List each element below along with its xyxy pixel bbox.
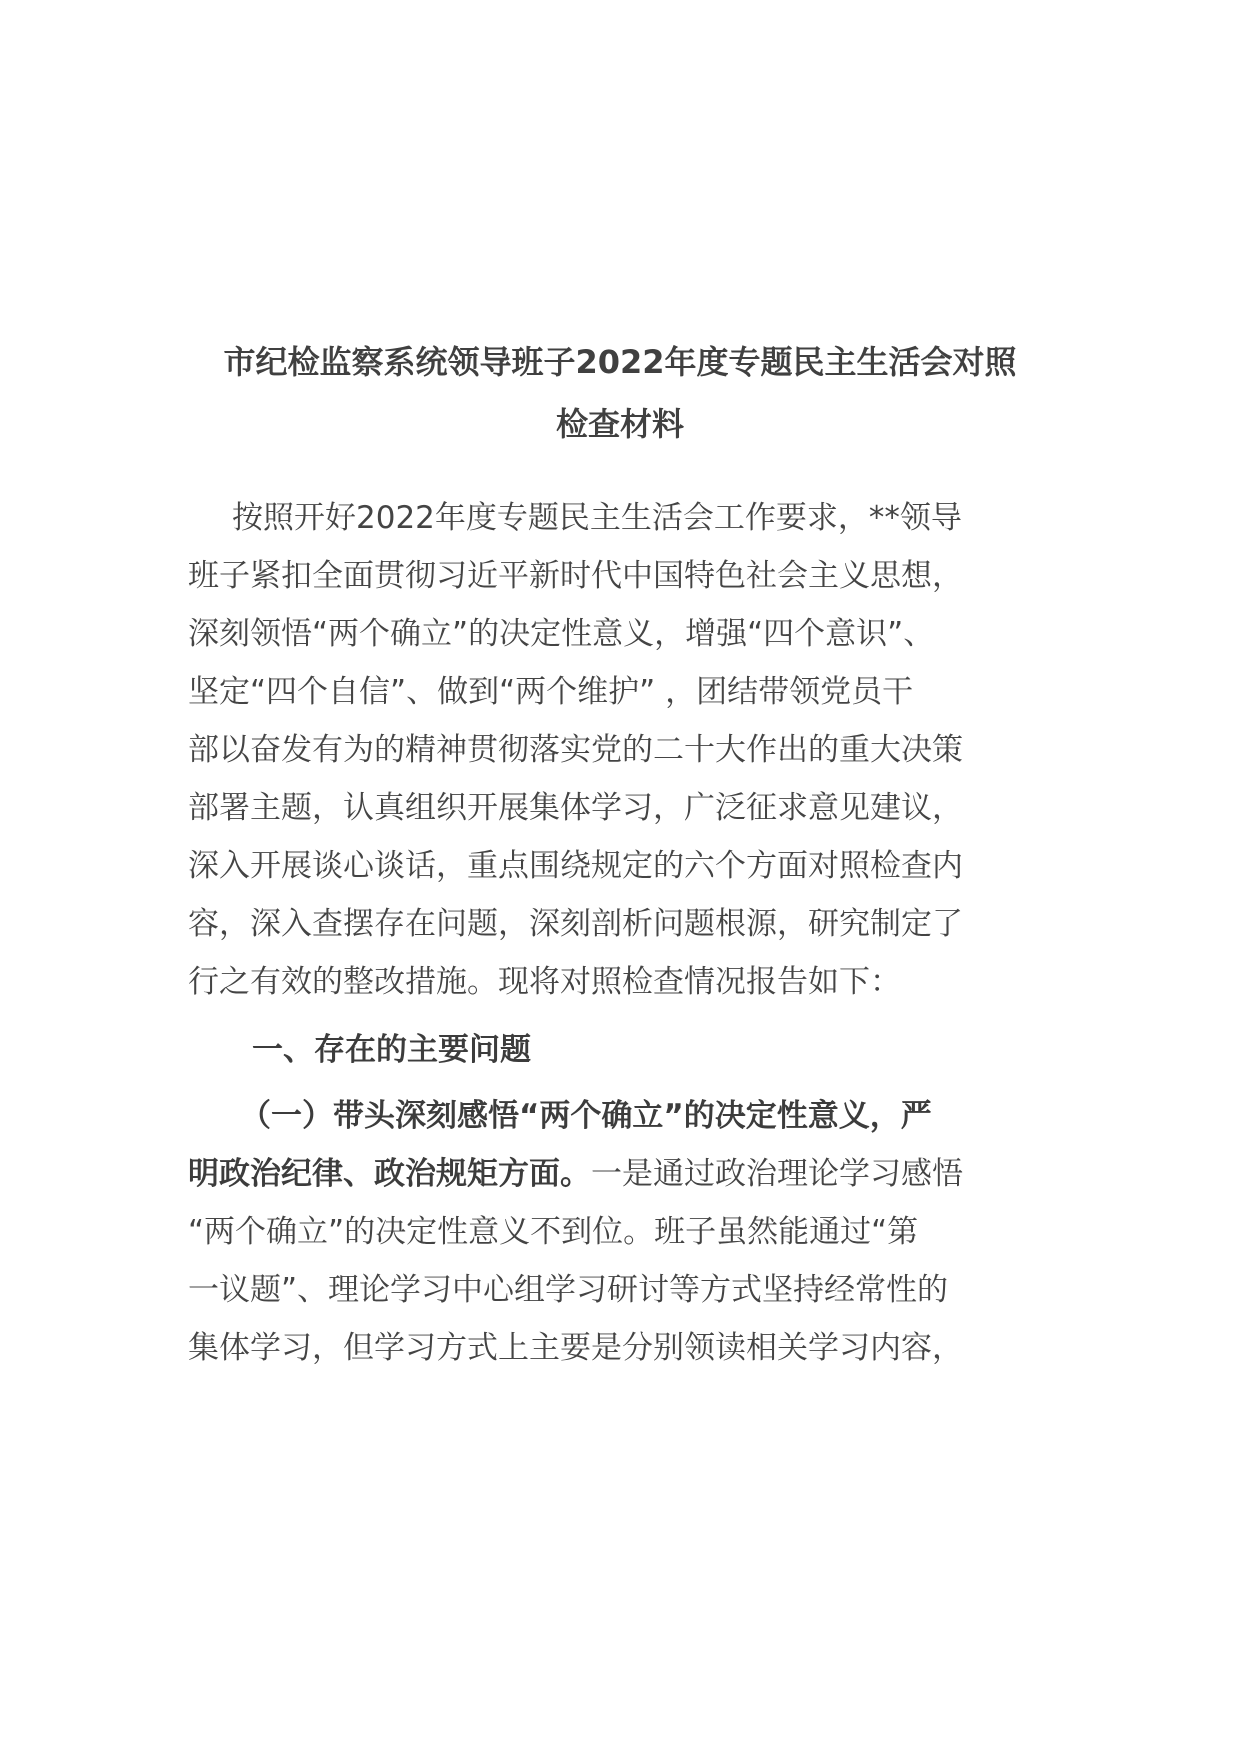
body-line: “两个确立”的决定性意义不到位。班子虽然能通过“第 <box>188 1214 919 1250</box>
intro-line: 深入开展谈心谈话，重点围绕规定的六个方面对照检查内 <box>188 848 963 884</box>
document-title-line-2: 检查材料 <box>555 405 684 443</box>
intro-line: 部署主题，认真组织开展集体学习，广泛征求意见建议， <box>188 790 963 826</box>
subsection-body-start: 一是通过政治理论学习感悟 <box>591 1156 963 1192</box>
section-heading: 一、存在的主要问题 <box>252 1032 531 1068</box>
subsection-heading: （一）带头深刻感悟“两个确立”的决定性意义，严 <box>240 1098 932 1134</box>
body-line: 集体学习，但学习方式上主要是分别领读相关学习内容， <box>188 1330 963 1366</box>
subsection-heading-continued: 明政治纪律、政治规矩方面。 <box>188 1156 591 1192</box>
intro-line: 容，深入查摆存在问题，深刻剖析问题根源，研究制定了 <box>188 906 963 942</box>
intro-line: 按照开好2022年度专题民主生活会工作要求，**领导 <box>232 500 962 536</box>
intro-line: 深刻领悟“两个确立”的决定性意义，增强“四个意识”、 <box>188 616 935 652</box>
body-line: 一议题”、理论学习中心组学习研讨等方式坚持经常性的 <box>188 1272 949 1308</box>
document-title-line-1: 市纪检监察系统领导班子2022年度专题民主生活会对照 <box>223 343 1017 381</box>
intro-line: 部以奋发有为的精神贯彻落实党的二十大作出的重大决策 <box>188 732 963 768</box>
intro-line: 班子紧扣全面贯彻习近平新时代中国特色社会主义思想， <box>188 558 963 594</box>
intro-line: 坚定“四个自信”、做到“两个维护” ，团结带领党员干 <box>188 674 914 710</box>
subsection-line <box>188 1154 1048 1194</box>
intro-line: 行之有效的整改措施。现将对照检查情况报告如下： <box>188 964 901 1000</box>
